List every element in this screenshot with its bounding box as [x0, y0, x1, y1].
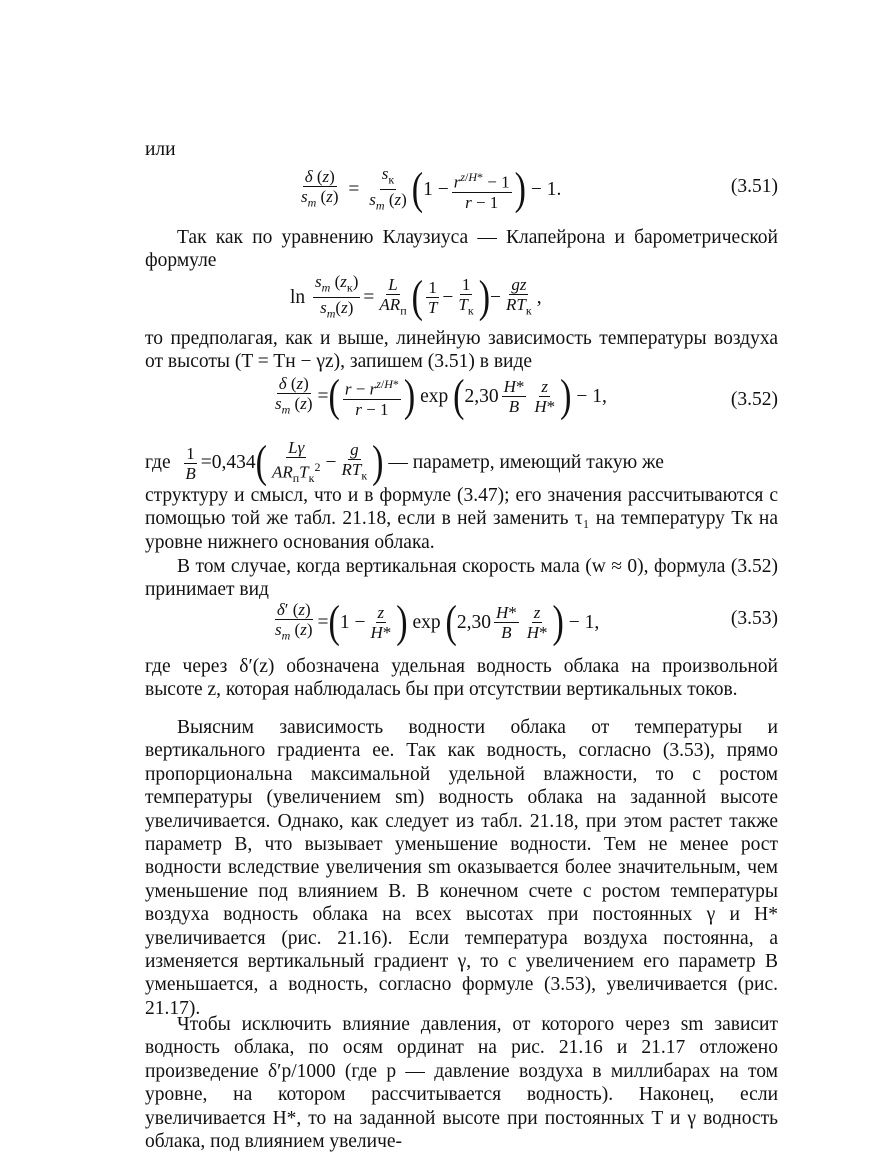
word-or: или: [145, 139, 176, 160]
paragraph-clausius: Так как по уравнению Клаузиуса — Клапейрона и барометрической формуле: [145, 227, 778, 272]
equation-3-53: $\frac{\delta' (z)}{s_m (z)}$ = ( 1 − $\frac{z}{H*}$ ) exp ( 2,30 $\frac{H*}{B}$ $\frac{z}{H*}$ ) − 1,: [275, 597, 600, 647]
where-word: где: [145, 452, 171, 474]
equation-number-3-51: (3.51): [730, 176, 778, 197]
paragraph-linear-dependence: то предполагая, как и выше, линейную зависимость температуры воздуха от высоты (T = Tн − γz), запишем (3.51) в виде: [145, 328, 778, 373]
equation-one-over-b: где $\frac{1}{B}$ =0,434 ( $\frac{L\gamma}{AR_пT_к^2}$ − $\frac{g}{RT_к}$ ) — параметр, имеющий такую же: [145, 437, 664, 488]
paragraph-temperature-dependence: Выясним зависимость водности облака от температуры и вертикального градиента ее. Так как водность, согласно (3.53), прямо пропорциональна максимальной удельной влажности, то с ростом температуры (увеличением sm) водность облака на заданной высоте увеличивается. Однако, как следует из табл. 21.18, при этом растет также параметр B, что вызывает уменьшение водности. Тем не менее рост водности вследствие увеличения sm оказывается более значительным, чем уменьшение под влиянием B. В конечном счете с ростом температуры воздуха водность облака на всех высотах при постоянных γ и H* увеличивается (рис. 21.16). Если температура воздуха постоянна, а изменяется вертикальный градиент γ, то с увеличением его параметр B уменьшается, а водность, согласно формуле (3.53), увеличивается (рис. 21.17).: [145, 717, 778, 1019]
equation-3-52: $\frac{\delta (z)}{s_m (z)}$ = ( $\frac{r - r^{z/H*}}{r - 1}$ ) exp ( 2,30 $\frac{H*}{B}$ $\frac{z}{H*}$ ) − 1,: [275, 371, 607, 421]
paragraph-delta-prime: где через δ′(z) обозначена удельная водность облака на произвольной высоте z, которая наблюдалась бы при отсутствии вертикальных токов.: [145, 656, 778, 701]
paragraph-structure: структуру и смысл, что и в формуле (3.47); его значения рассчитываются с помощью той же табл. 21.18, если в ней заменить τ₁ на температуру Tк на уровне нижнего основания облака.: [145, 485, 778, 553]
equation-3-51: $\frac{\delta (z)}{s_m (z)}$ = $\frac{s_к}{s_m (z)}$ ( 1 − $\frac{r^{z/H*} - 1}{r - 1}$ ) − 1.: [301, 164, 562, 215]
equation-number-3-52: (3.52): [730, 389, 778, 410]
paragraph-pressure: Чтобы исключить влияние давления, от которого через sm зависит водность облака, по осям ординат на рис. 21.16 и 21.17 отложено произведение δ′p/1000 (где p — давление воздуха в миллибарах на том уровне, на котором рассчитывается водность). Наконец, если увеличивается H*, то на заданной высоте при постоянных T и γ водность облака, под влиянием увеличе-: [145, 1014, 778, 1153]
equation-ln: ln $\frac{s_m (z_к)}{s_m(z)}$ = $\frac{L}{AR_п}$ ( $\frac{1}{T}$ − $\frac{1}{T_к}$ ) − $\frac{gz}{RT_к}$ ,: [290, 272, 542, 323]
equation-number-3-53: (3.53): [730, 608, 778, 629]
paragraph-zero-velocity: В том случае, когда вертикальная скорость мала (w ≈ 0), формула (3.52) принимает вид: [145, 556, 778, 601]
parameter-description: — параметр, имеющий такую же: [388, 452, 664, 474]
